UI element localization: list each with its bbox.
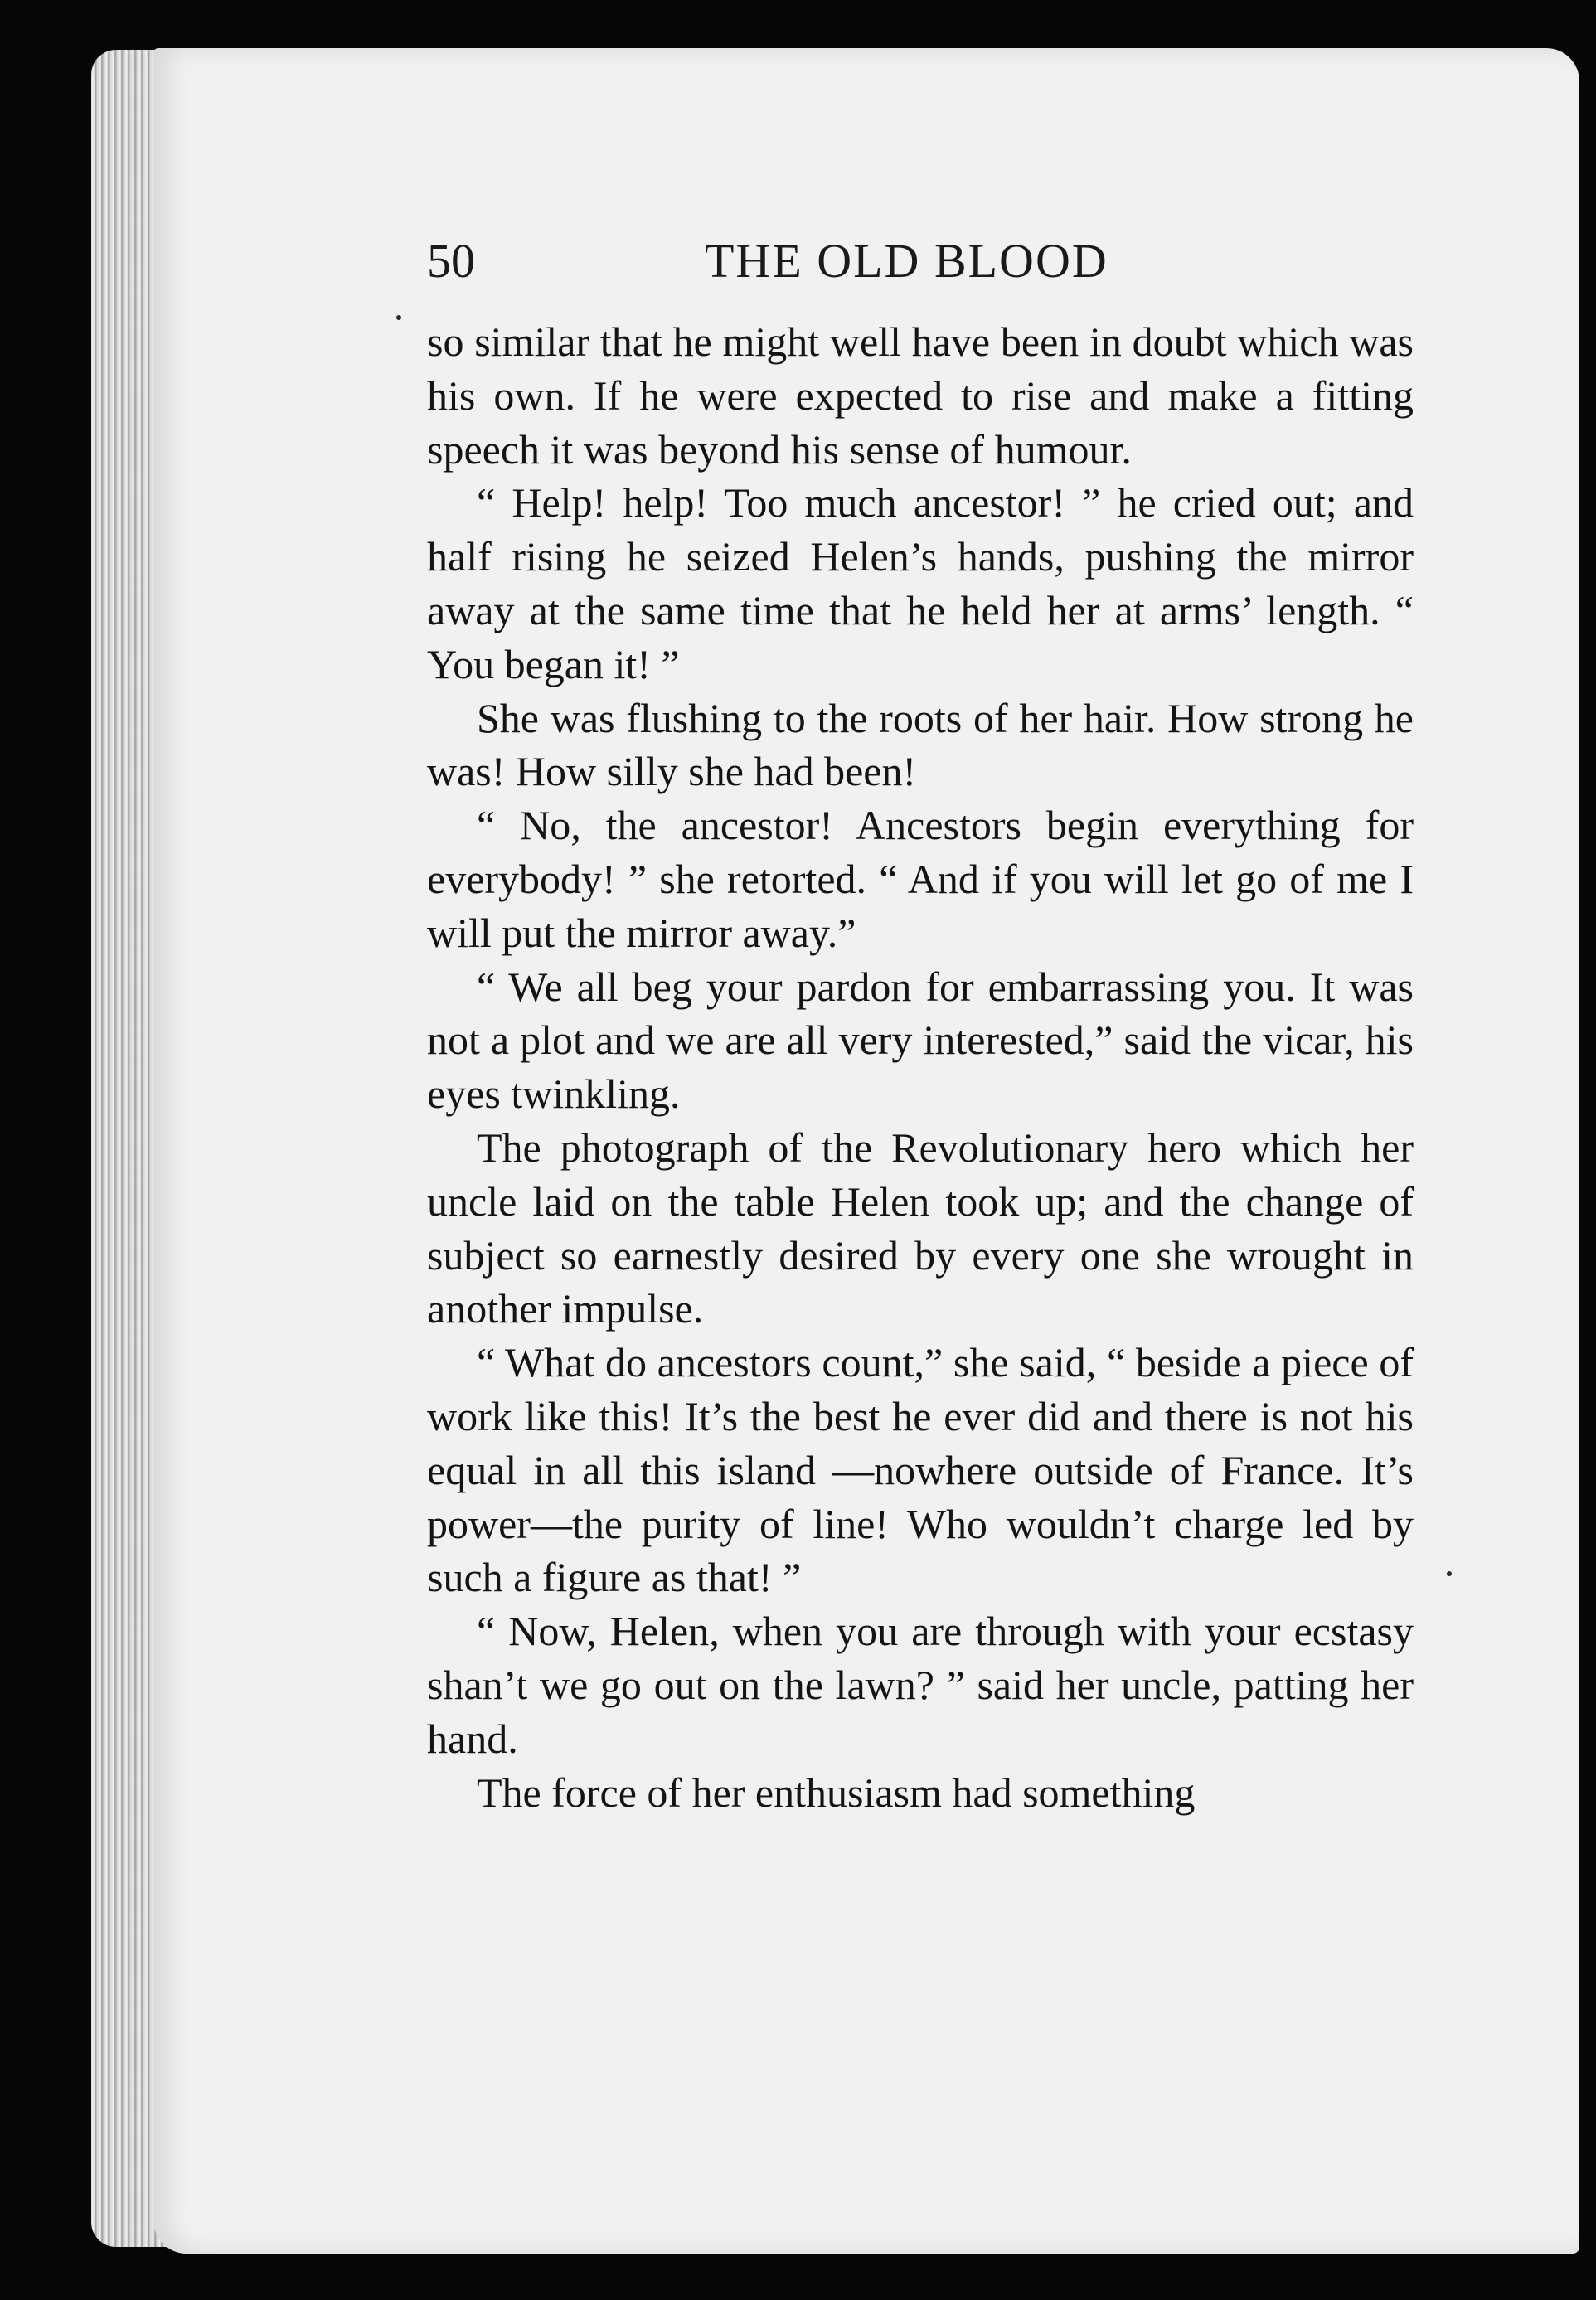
paragraph: The photograph of the Revolutionary hero which her uncle laid on the table Helen took up; and the change of subject so earnestly desired by every one she wrought in another impulse. [427,1123,1414,1332]
page-number: 50 [427,234,475,288]
paragraph: “ What do ancestors count,” she said, “ beside a piece of work like this! It’s the best he ever did and there is not his equal in all this island —nowhere outside of France. It’s power—the purity of line! Who wouldn’t charge led by such a figure as that! ” [427,1339,1414,1601]
scan-speck [396,315,401,320]
paragraph: The force of her enthusiasm had something [477,1769,1196,1816]
paragraph: so similar that he might well have been in doubt which was his own. If he were expected to rise and make a fitting speech it was beyond his sense of humour. [427,318,1414,473]
page-header [427,228,1414,294]
paragraph: She was flushing to the roots of her hair. How strong he was! How silly she had been! [427,694,1414,795]
paragraph: “ Help! help! Too much ancestor! ” he cried out; and half rising he seized Helen’s hands, pushing the mirror away at the same time that he held her at arms’ length. “ You began it! ” [427,479,1414,687]
running-title: THE OLD BLOOD [705,234,1108,288]
paragraph: “ No, the ancestor! Ancestors begin everything for everybody! ” she retorted. “ And if you will let go of me I will put the mirror away.” [427,802,1414,956]
body-text [427,315,1414,1819]
scan-speck [1447,1571,1452,1576]
paragraph: “ We all beg your pardon for embarrassing you. It was not a plot and we are all very interested,” said the vicar, his eyes twinkling. [427,963,1414,1118]
paragraph: “ Now, Helen, when you are through with your ecstasy shan’t we go out on the lawn? ” said her uncle, patting her hand. [427,1608,1414,1762]
